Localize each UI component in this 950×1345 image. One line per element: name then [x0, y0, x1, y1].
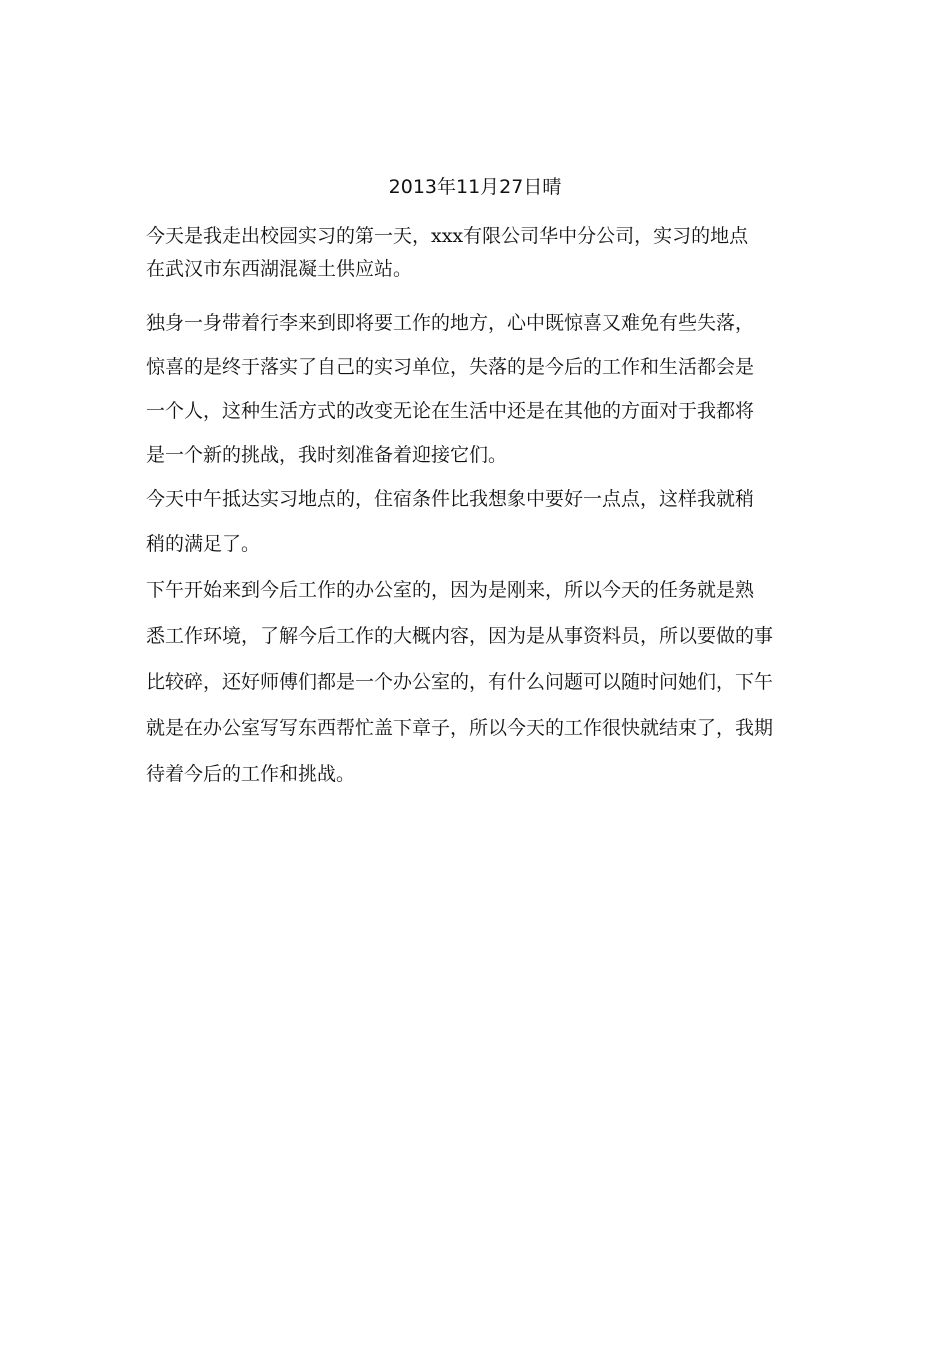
paragraph-4-line-4: 就是在办公室写写东西帮忙盖下章子，所以今天的工作很快就结束了，我期	[146, 717, 774, 739]
diary-date-title: 2013年11月27日晴	[388, 176, 562, 198]
paragraph-4-line-2: 悉工作环境，了解今后工作的大概内容，因为是从事资料员，所以要做的事	[146, 625, 774, 647]
paragraph-3-line-2: 稍的满足了。	[146, 533, 261, 555]
paragraph-4-line-5: 待着今后的工作和挑战。	[146, 763, 356, 785]
paragraph-1-line-2: 在武汉市东西湖混凝土供应站。	[146, 258, 413, 280]
paragraph-2-line-3: 一个人，这种生活方式的改变无论在生活中还是在其他的方面对于我都将	[146, 400, 755, 422]
paragraph-3-line-1: 今天中午抵达实习地点的，住宿条件比我想象中要好一点点，这样我就稍	[146, 488, 755, 510]
paragraph-2-line-4: 是一个新的挑战，我时刻准备着迎接它们。	[146, 444, 508, 466]
paragraph-1-line-1: 今天是我走出校园实习的第一天，xxx有限公司华中分公司，实习的地点	[146, 225, 749, 247]
paragraph-2-line-2: 惊喜的是终于落实了自己的实习单位，失落的是今后的工作和生活都会是	[146, 356, 755, 378]
paragraph-2-line-1: 独身一身带着行李来到即将要工作的地方，心中既惊喜又难免有些失落，	[146, 312, 755, 334]
paragraph-4-line-3: 比较碎，还好师傅们都是一个办公室的，有什么问题可以随时问她们，下午	[146, 671, 774, 693]
paragraph-4-line-1: 下午开始来到今后工作的办公室的，因为是刚来，所以今天的任务就是熟	[146, 579, 755, 601]
